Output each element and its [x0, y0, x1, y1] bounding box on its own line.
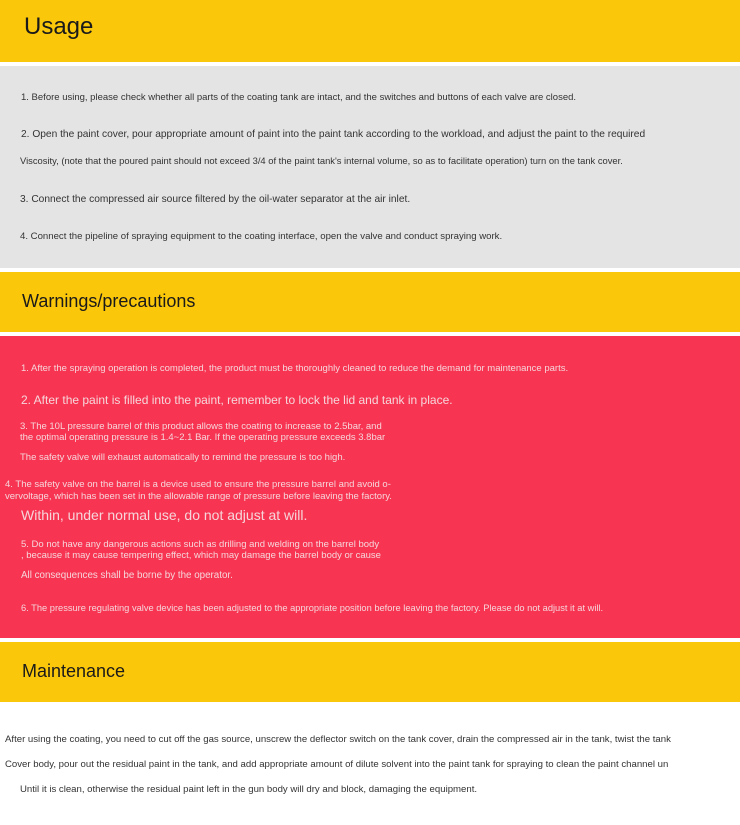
warning-line-2: 2. After the paint is filled into the paint, remember to lock the lid and tank in place.: [21, 393, 453, 407]
warning-line-7: vervoltage, which has been set in the allowable range of pressure before leaving the factory.: [5, 491, 392, 502]
usage-section: [0, 66, 740, 268]
warning-line-8: Within, under normal use, do not adjust at will.: [21, 507, 308, 523]
warning-line-9: 5. Do not have any dangerous actions such as drilling and welding on the barrel body: [21, 539, 380, 550]
warning-line-1: 1. After the spraying operation is completed, the product must be thoroughly cleaned to reduce the demand for maintenance parts.: [21, 363, 569, 374]
warning-line-10: , because it may cause tempering effect, which may damage the barrel body or cause: [21, 550, 381, 561]
maintenance-heading: Maintenance: [22, 661, 126, 681]
maintenance-section: [0, 706, 740, 825]
warning-line-11: All consequences shall be borne by the operator.: [21, 570, 233, 581]
usage-line-2: 2. Open the paint cover, pour appropriate amount of paint into the paint tank according to the workload, and adjust the paint to the required: [21, 129, 646, 140]
maintenance-line-1: After using the coating, you need to cut off the gas source, unscrew the deflector switch on the tank cover, drain the compressed air in the tank, twist the tank: [5, 734, 671, 745]
warning-line-3: 3. The 10L pressure barrel of this product allows the coating to increase to 2.5bar, and: [20, 421, 382, 432]
usage-heading: Usage: [24, 13, 94, 40]
maintenance-line-3: Until it is clean, otherwise the residual paint left in the gun body will dry and block, damaging the equipment.: [20, 784, 478, 795]
warning-line-5: The safety valve will exhaust automatically to remind the pressure is too high.: [20, 452, 346, 463]
usage-line-1: 1. Before using, please check whether all parts of the coating tank are intact, and the switches and buttons of each valve are closed.: [21, 92, 577, 103]
usage-line-3: Viscosity, (note that the poured paint should not exceed 3/4 of the paint tank's internal volume, so as to facilitate operation) turn on the tank cover.: [20, 155, 623, 166]
warning-line-6: 4. The safety valve on the barrel is a device used to ensure the pressure barrel and avoid o-: [5, 479, 391, 490]
usage-line-4: 3. Connect the compressed air source filtered by the oil-water separator at the air inlet.: [20, 194, 411, 205]
warning-line-4: the optimal operating pressure is 1.4~2.1 Bar. If the operating pressure exceeds 3.8bar: [20, 432, 386, 443]
maintenance-line-2: Cover body, pour out the residual paint in the tank, and add appropriate amount of dilute solvent into the paint tank for spraying to clean the paint channel un: [5, 759, 669, 770]
warnings-header: [0, 272, 740, 332]
usage-header: [0, 0, 740, 62]
usage-line-5: 4. Connect the pipeline of spraying equipment to the coating interface, open the valve and conduct spraying work.: [20, 231, 503, 242]
warning-line-12: 6. The pressure regulating valve device has been adjusted to the appropriate position before leaving the factory. Please do not adjust it at will.: [21, 603, 604, 613]
maintenance-header: [0, 642, 740, 702]
warnings-heading: Warnings/precautions: [22, 291, 196, 311]
warnings-section: [0, 336, 740, 638]
